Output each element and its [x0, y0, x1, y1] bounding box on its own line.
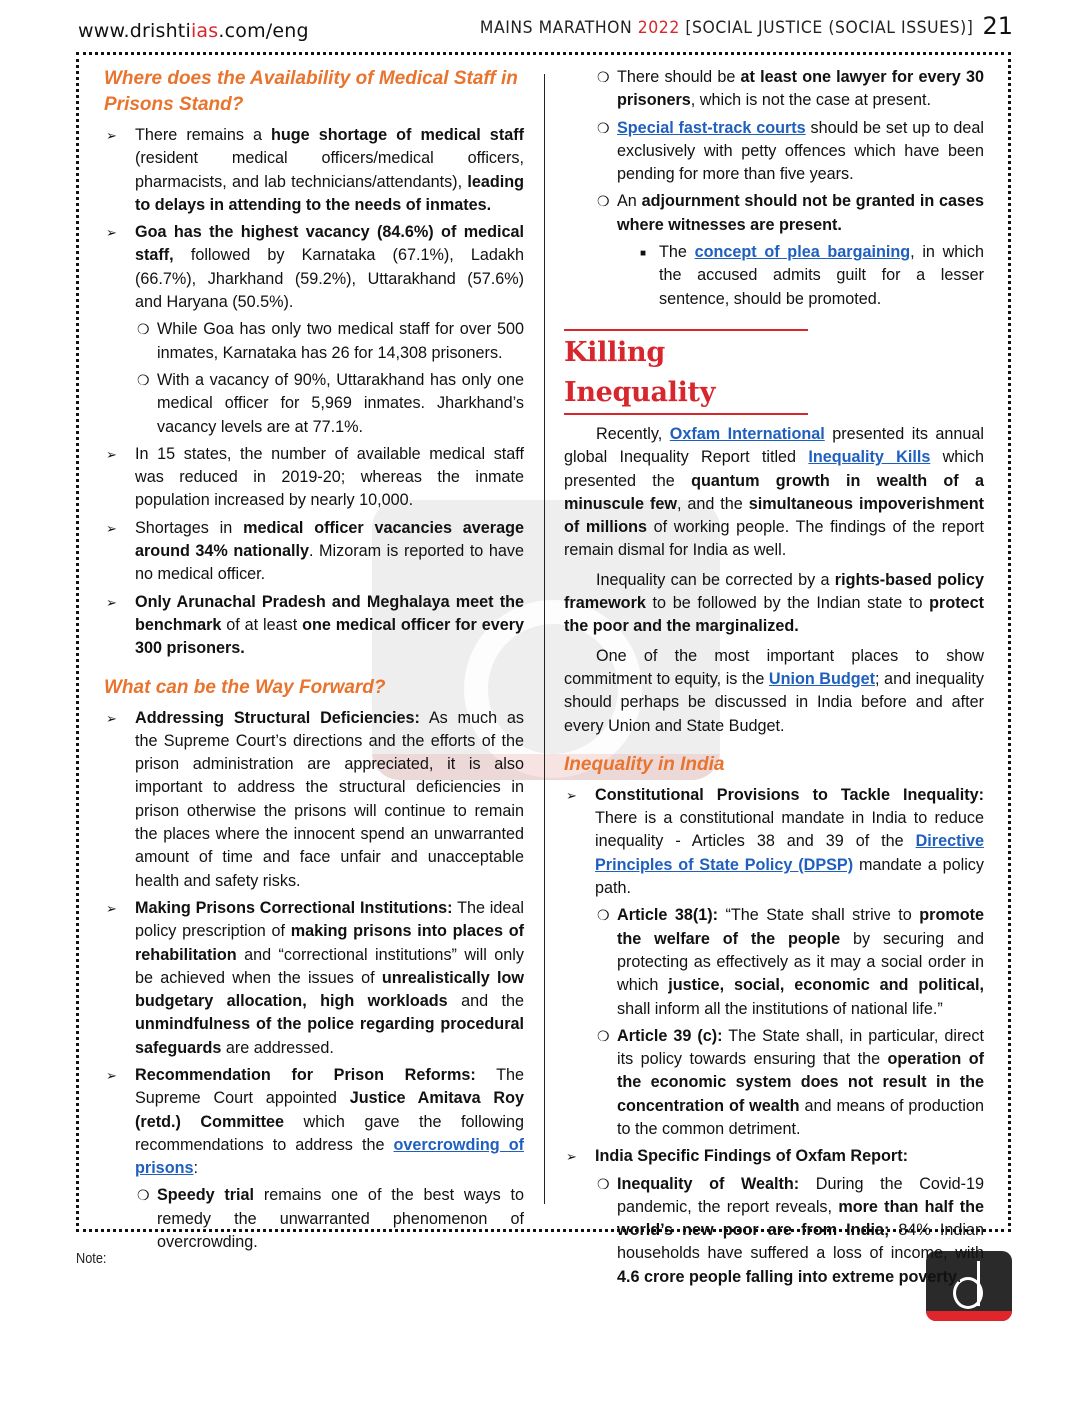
list-item [564, 784, 984, 900]
text: With a vacancy of 90%, Uttarakhand has only one medical officer for 5,969 inmates. Jharkhand’s vacancy levels are at 77.1%. [157, 370, 524, 436]
arrow-bullet-icon: ➢ [566, 787, 577, 803]
sub-list-item [564, 904, 984, 1020]
text: which presented the [564, 448, 984, 490]
bold-text: Addressing Structural Deficiencies: [135, 708, 420, 727]
link-special-fast-track-courts[interactable]: Special fast-track courts [617, 118, 806, 137]
sub-list-item [564, 117, 984, 187]
circle-bullet-icon: ❍ [597, 1027, 610, 1044]
text: followed by Karnataka (67.1%), Ladakh (66.7%), Jharkhand (59.2%), Uttarakhand (57.6%) and Haryana (50.5%). [135, 246, 524, 312]
text: : [193, 1159, 198, 1178]
bold-text: operation of the economic system does not result in the concentration of wealth [617, 1050, 984, 1115]
text: The State shall, in particular, direct its policy towards ensuring that the [617, 1026, 984, 1069]
circle-bullet-icon: ❍ [597, 69, 610, 85]
circle-bullet-icon: ❍ [597, 907, 610, 924]
link-inequality-kills[interactable]: Inequality Kills [808, 448, 931, 467]
bold-text: Only Arunachal Pradesh and Meghalaya meet the benchmark [135, 592, 524, 634]
right-column [564, 66, 984, 1293]
text: ; and inequality should perhaps be discussed in India before and after every Union and State Budget. [564, 669, 984, 735]
page-number: 21 [982, 12, 1013, 40]
text: should be set up to deal exclusively with petty offences which have been pending for more than five years. [617, 118, 984, 184]
arrow-bullet-icon: ➢ [106, 594, 117, 610]
text: , and the [676, 494, 749, 513]
text: (resident medical officers/medical officers, pharmacists, and lab technicians/attendants), [135, 149, 524, 191]
text: “The State shall strive to [718, 906, 920, 925]
bold-text: adjournment should not be granted in cases where witnesses are present. [617, 192, 984, 234]
text: . Mizoram is reported to have no medical officer. [135, 542, 524, 584]
text: are addressed. [221, 1038, 334, 1057]
bold-text: Goa has the highest vacancy (84.6%) of medical staff, [135, 223, 524, 265]
arrow-bullet-icon: ➢ [106, 900, 117, 916]
circle-bullet-icon: ❍ [597, 1175, 610, 1192]
text: The Supreme Court appointed [135, 1065, 524, 1108]
arrow-bullet-icon: ➢ [106, 128, 117, 143]
text: , in which the accused admits guilt for a lesser sentence, should be promoted. [659, 243, 984, 308]
text: One of the most important places to show commitment to equity, is the [564, 646, 984, 688]
list-item [104, 707, 524, 893]
sub-list-item [564, 1025, 984, 1141]
bold-text: more than half the world’s new poor are from India; [617, 1197, 984, 1240]
text: 84% Indian households have suffered a loss of income, with [617, 1221, 985, 1263]
circle-bullet-icon: ❍ [597, 119, 610, 136]
arrow-bullet-icon: ➢ [106, 710, 117, 726]
text: and the [447, 992, 524, 1011]
text: Inequality can be corrected by a [596, 570, 835, 589]
arrow-bullet-icon: ➢ [106, 446, 117, 462]
bold-text: India Specific Findings of Oxfam Report: [595, 1147, 908, 1166]
paragraph [564, 645, 984, 738]
circle-bullet-icon: ❍ [137, 321, 150, 338]
text: The [659, 243, 695, 262]
list-item [104, 443, 524, 513]
bold-text: Speedy trial [157, 1186, 255, 1205]
paragraph [564, 423, 984, 563]
url-prefix: www.drishti [78, 20, 191, 42]
url-accent: ias [190, 20, 219, 42]
paragraph [564, 569, 984, 639]
list-item [104, 124, 524, 217]
subheading-medical-staff: Where does the Availability of Medical Staff in Prisons Stand? [104, 68, 518, 115]
text: The ideal policy prescription of [135, 898, 525, 941]
bold-text: medical officer vacancies average around 34% nationally [135, 518, 524, 561]
text: to be followed by the Indian state to [645, 594, 930, 613]
arrow-bullet-icon: ➢ [106, 225, 117, 241]
text: There is a constitutional mandate in India to reduce inequality - Articles 38 and 39 of the [595, 809, 984, 851]
text: . [957, 1267, 962, 1286]
bold-text: protect the poor and the marginalized. [564, 594, 984, 636]
bold-text: at least one lawyer for every 30 prisoners [617, 68, 984, 110]
bold-text: Article 39 (c): [617, 1026, 723, 1045]
sub-list-item [564, 190, 984, 237]
note-label: Note: [76, 1250, 107, 1267]
list-item [104, 221, 524, 314]
text: During the Covid-19 pandemic, the report reveals, [617, 1174, 984, 1216]
bold-text: Constitutional Provisions to Tackle Inequality: [595, 785, 984, 804]
text: Recently, [596, 424, 670, 443]
list-item [104, 1064, 524, 1180]
text: mandate a policy path. [595, 855, 984, 898]
sub-sub-list-item [564, 241, 984, 311]
arrow-bullet-icon: ➢ [566, 1149, 577, 1165]
url-suffix: .com/eng [218, 20, 309, 42]
text: shall inform all the institutions of national life.” [617, 999, 943, 1018]
text: presented its annual global Inequality Report titled [564, 424, 984, 467]
bold-text: making prisons into places of rehabilitation [135, 922, 524, 964]
title-year: 2022 [637, 18, 680, 38]
circle-bullet-icon: ❍ [597, 193, 610, 210]
sub-list-item [564, 1173, 984, 1289]
bold-text: 4.6 crore people falling into extreme poverty [617, 1267, 958, 1286]
link-union-budget[interactable]: Union Budget [768, 669, 876, 688]
square-bullet-icon: ■ [640, 248, 647, 260]
bold-text: unmindfulness of the police regarding procedural safeguards [135, 1015, 524, 1057]
circle-bullet-icon: ❍ [137, 371, 150, 388]
subheading-inequality-in-india: Inequality in India [564, 753, 725, 775]
bold-text: leading to delays in attending to the needs of inmates. [135, 172, 524, 214]
text: An [617, 192, 642, 211]
list-item [104, 897, 524, 1060]
bold-text: promote the welfare of the people [617, 906, 984, 948]
page-header [78, 12, 1013, 46]
bold-text: simultaneous impoverishment of millions [564, 494, 985, 537]
list-item [104, 591, 524, 661]
text: , which is not the case at present. [690, 91, 932, 110]
text: Shortages in [135, 518, 244, 537]
link-overcrowding-of-prisons[interactable]: overcrowding of prisons [135, 1135, 524, 1178]
text: In 15 states, the number of available medical staff was reduced in 2019-20; whereas the inmate population increased by nearly 10,000. [135, 444, 524, 510]
left-column [104, 66, 524, 1258]
text: by securing and protecting as effectively as it may a social order in which [617, 929, 984, 995]
sub-list-item [104, 1184, 524, 1254]
list-item [564, 1145, 984, 1168]
title-prefix: MAINS MARATHON [479, 18, 638, 38]
bold-text: Inequality of Wealth: [617, 1174, 800, 1193]
text: There should be [617, 68, 741, 86]
section-rule-bottom [564, 413, 808, 415]
running-title [480, 18, 973, 38]
bold-text: Recommendation for Prison Reforms: [135, 1065, 476, 1084]
text: As much as the Supreme Court’s directions and the efforts of the prison administration are appreciated, it is also important to address the structural deficiencies in prison otherwise the prisons will continue to remain the places where the innocent spend an unwarranted amount of time and face unfair and unacceptable health and safety risks. [135, 708, 524, 890]
bold-text: Article 38(1): [617, 906, 719, 925]
sub-list-item [104, 369, 524, 439]
link-oxfam-international[interactable]: Oxfam International [669, 424, 825, 443]
text: and means of production to the common detriment. [617, 1096, 984, 1138]
logo-band [926, 1311, 1012, 1321]
title-suffix: [SOCIAL JUSTICE (SOCIAL ISSUES)] [679, 18, 973, 38]
sub-list-item [104, 318, 524, 365]
text: which gave the following recommendations to address the [135, 1112, 524, 1154]
bold-text: Making Prisons Correctional Institutions: [135, 898, 453, 917]
link-concept-of-plea-bargaining[interactable]: concept of plea bargaining [694, 243, 911, 262]
arrow-bullet-icon: ➢ [106, 1067, 117, 1083]
text: There remains a [135, 126, 272, 144]
text: of at least [221, 615, 303, 634]
text: While Goa has only two medical staff for over 500 inmates, Karnataka has 26 for 14,308 prisoners. [157, 320, 524, 362]
text: of working people. The findings of the report remain dismal for India as well. [564, 518, 985, 560]
link-dpsp[interactable]: Directive Principles of State Policy (DPSP) [595, 832, 984, 874]
site-url[interactable] [78, 20, 309, 42]
subheading-way-forward: What can be the Way Forward? [104, 676, 386, 698]
sub-list-item [564, 66, 984, 113]
bold-text: unrealistically low budgetary allocation, high workloads [135, 968, 524, 1011]
bold-text: one medical officer for every 300 prisoners. [135, 615, 524, 658]
bold-text: rights-based policy framework [564, 570, 984, 613]
arrow-bullet-icon: ➢ [106, 520, 117, 536]
circle-bullet-icon: ❍ [137, 1187, 150, 1204]
list-item [104, 517, 524, 587]
bold-text: Justice Amitava Roy (retd.) Committee [135, 1089, 524, 1131]
bold-text: justice, social, economic and political, [668, 976, 984, 995]
text: remains one of the best ways to remedy the unwarranted phenomenon of overcrowding. [157, 1186, 524, 1252]
bold-text: quantum growth in wealth of a minuscule few [564, 471, 984, 513]
section-title: Killing Inequality [564, 336, 716, 408]
section-title-block [564, 329, 808, 415]
text: and “correctional institutions” will only be achieved when the issues of [135, 945, 524, 987]
column-divider [544, 74, 545, 1204]
bold-text: huge shortage of medical staff [271, 126, 524, 144]
